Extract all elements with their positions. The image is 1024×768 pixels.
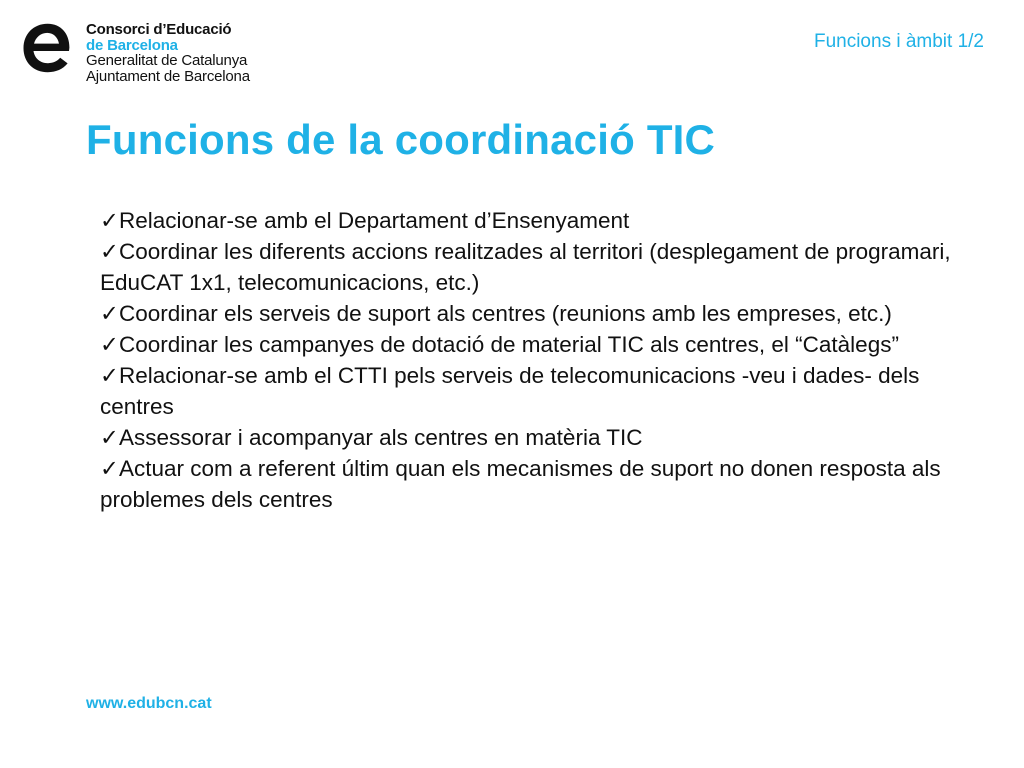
section-label: Funcions i àmbit 1/2 xyxy=(813,31,984,52)
list-item xyxy=(100,298,980,329)
edu-e-logo-icon xyxy=(22,22,74,74)
list-item-text: Coordinar les campanyes de dotació de material TIC als centres, el “Catàlegs” xyxy=(119,332,899,357)
check-icon: ✓ xyxy=(100,456,119,481)
list-item xyxy=(100,422,980,453)
list-item-text: Coordinar els serveis de suport als centres (reunions amb les empreses, etc.) xyxy=(119,301,892,326)
list-item xyxy=(100,329,980,360)
footer-url: www.edubcn.cat xyxy=(86,695,212,712)
check-icon: ✓ xyxy=(100,363,119,388)
logo-line-generalitat: Generalitat de Catalunya xyxy=(86,52,248,69)
list-item-text: Assessorar i acompanyar als centres en matèria TIC xyxy=(119,425,643,450)
list-item xyxy=(100,236,980,298)
list-item-text: Coordinar les diferents accions realitzades al territori (desplegament de programari, EduCAT 1x1, telecomunicacions, etc.) xyxy=(100,239,951,295)
list-item xyxy=(100,205,980,236)
list-item-text: Relacionar-se amb el CTTI pels serveis de telecomunicacions -veu i dades- dels centres xyxy=(100,363,920,419)
logo-line-consorci: Consorci d’Educació xyxy=(86,21,232,38)
list-item-text: Actuar com a referent últim quan els mecanismes de suport no donen resposta als problemes dels centres xyxy=(100,456,941,512)
logo-text xyxy=(86,22,250,84)
page-title: Funcions de la coordinació TIC xyxy=(86,116,716,163)
list-item-text: Relacionar-se amb el Departament d’Ensenyament xyxy=(119,208,630,233)
list-item xyxy=(100,360,980,422)
list-item xyxy=(100,453,980,515)
logo-line-barcelona: de Barcelona xyxy=(86,36,178,54)
check-icon: ✓ xyxy=(100,239,119,264)
check-icon: ✓ xyxy=(100,208,119,233)
check-icon: ✓ xyxy=(100,332,119,357)
consorci-logo xyxy=(22,22,262,88)
logo-line-ajuntament: Ajuntament de Barcelona xyxy=(86,67,250,85)
check-icon: ✓ xyxy=(100,301,119,326)
bullet-list xyxy=(100,205,980,515)
check-icon: ✓ xyxy=(100,425,119,450)
